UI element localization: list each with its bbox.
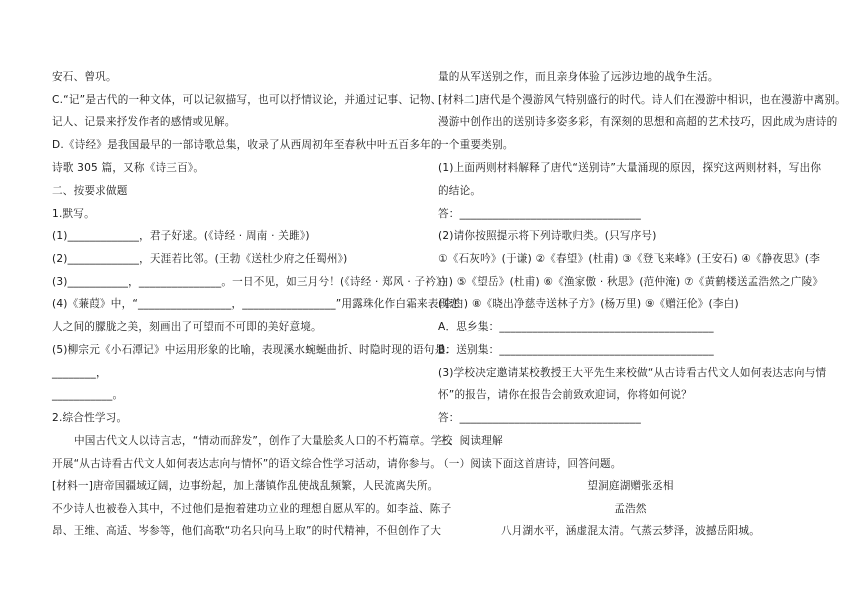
text-line: D.《诗经》是我国最早的一部诗歌总集，收录了从西周初年至春秋中叶五百多年的: [52, 139, 442, 151]
answer-line: A．思乡集：_______________________________________: [438, 321, 714, 333]
section-heading: 二、按要求做题: [52, 185, 128, 197]
answer-line: B．送别集：_______________________________________: [438, 344, 714, 356]
answer-line: 答：_________________________________: [438, 412, 641, 424]
text-line: 漫游中创作出的送别诗多姿多彩，有深刻的思想和高超的艺术技巧，因此成为唐诗的: [438, 116, 838, 128]
text-line: C.“记”是古代的一种文体，可以记叙描写，也可以抒情议论，并通过记事、记物、: [52, 94, 442, 106]
poem-title: 望洞庭湖赠张丞相: [587, 480, 674, 492]
text-line: [材料二]唐代是个漫游风气特别盛行的时代。诗人们在漫游中相识，也在漫游中离别。: [438, 94, 847, 106]
text-line: (5)柳宗元《小石潭记》中运用形象的比喻，表现溪水蜿蜒曲折、时隐时现的语句是：: [52, 344, 457, 356]
poem-author: 孟浩然: [614, 503, 647, 515]
answer-line: 答：_________________________________: [438, 208, 641, 220]
text-line: 开展“从古诗看古代文人如何表达志向与情怀”的语文综合性学习活动，请你参与。: [52, 458, 442, 470]
text-line: 记人、记景来抒发作者的感情或见解。: [52, 116, 236, 128]
text-line: 量的从军送别之作，而且亲身体验了远涉边地的战争生活。: [438, 71, 719, 83]
text-line: 一个重要类别。: [438, 139, 514, 151]
poem-line: 八月湖水平，涵虚混太清。气蒸云梦泽，波撼岳阳城。: [500, 525, 761, 537]
question-heading: 1.默写。: [52, 208, 95, 220]
text-line: (2)请你按照提示将下列诗歌归类。(只写序号): [438, 230, 657, 242]
text-line: ___________。: [52, 389, 124, 401]
text-line: (李白) ⑧《晓出净慈寺送林子方》(杨万里) ⑨《赠汪伦》(李白): [438, 298, 739, 310]
text-line: 不少诗人也被卷入其中，不过他们是抱着建功立业的理想自愿从军的。如李益、陈子: [52, 503, 452, 515]
text-line: 中国古代文人以诗言志，“情动而辞发”，创作了大量脍炙人口的不朽篇章。学校: [74, 435, 453, 447]
section-heading: 三、阅读理解: [438, 435, 503, 447]
text-line: (1)_____________，君子好逑。(《诗经 · 周南 · 关雎》): [52, 230, 310, 242]
text-line: 白) ⑤《望岳》(杜甫) ⑥《渔家傲 · 秋思》(范仲淹) ⑦《黄鹤楼送孟浩然之广陵》: [438, 276, 824, 288]
text-line: (2)_____________，天涯若比邻。(王勃《送杜少府之任蜀州》): [52, 253, 348, 265]
text-line: (4)《蒹葭》中，“_________________，_________________”用露珠化作白霜来表现恋: [52, 298, 461, 310]
text-line: 诗歌 305 篇，又称《诗三百》。: [52, 162, 205, 174]
text-line: [材料一]唐帝国疆域辽阔，边事纷起，加上藩镇作乱使战乱频繁，人民流离失所。: [52, 480, 439, 492]
text-line: (3)学校决定邀请某校教授王大平先生来校做“从古诗看古代文人如何表达志向与情: [438, 367, 827, 379]
text-line: 的结论。: [438, 185, 482, 197]
text-line: 人之间的朦胧之美，刻画出了可望而不可即的美好意境。: [52, 321, 322, 333]
text-line: （一）阅读下面这首唐诗，回答问题。: [438, 458, 622, 470]
text-line: (1)上面两则材料解释了唐代“送别诗”大量涌现的原因，探究这两则材料，写出你: [438, 162, 822, 174]
text-line: 昂、王维、高适、岑参等，他们高歌“功名只向马上取”的时代精神，不但创作了大: [52, 525, 442, 537]
text-line: 安石、曾巩。: [52, 71, 117, 83]
question-heading: 2.综合性学习。: [52, 412, 128, 424]
text-line: 怀”的报告，请你在报告会前致欢迎词，你将如何说？: [438, 389, 692, 401]
text-line: ①《石灰吟》(于谦) ②《春望》(杜甫) ③《登飞来峰》(王安石) ④《静夜思》(李: [438, 253, 821, 265]
text-line: (3)___________，_______________。一日不见，如三月兮！(《诗经 · 郑风 · 子衿》): [52, 276, 446, 288]
text-line: ________，: [52, 367, 107, 379]
